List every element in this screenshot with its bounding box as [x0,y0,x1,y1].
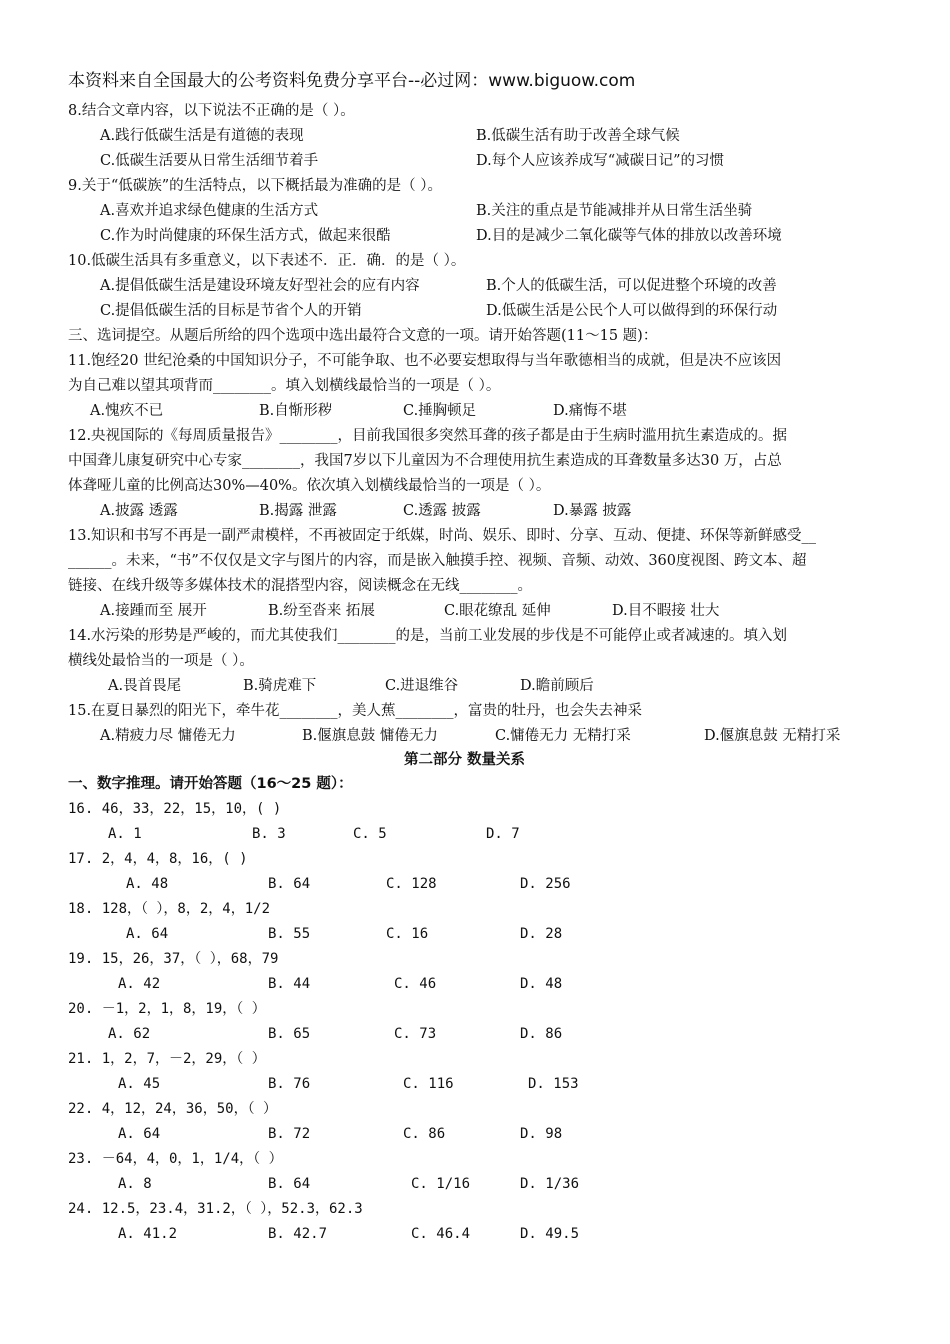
q23-option-b: B. 64 [268,1176,311,1192]
q23-option-a: A. 8 [118,1176,152,1192]
q12-option-d: D.暴露 披露 [553,503,632,519]
q24-option-c: C. 46.4 [411,1226,471,1242]
q8-option-a: A.践行低碳生活是有道德的表现 [100,128,304,144]
q9-option-b: B.关注的重点是节能减排并从日常生活坐骑 [476,203,753,219]
q20-option-c: C. 73 [394,1026,437,1042]
q11-line-1: 11.饱经20 世纪沧桑的中国知识分子，不可能争取、也不必要妄想取得与当年歌德相当的成就，但是决不应该因 [68,353,782,369]
q24-option-d: D. 49.5 [520,1226,580,1242]
q9-option-d: D.目的是减少二氧化碳等气体的排放以改善环境 [476,228,782,244]
q14-line-1: 14.水污染的形势是严峻的，而尤其使我们________的是，当前工业发展的步伐是不可能停止或者减速的。填入划 [68,628,788,644]
q16-option-c: C. 5 [353,826,387,842]
q11-option-b: B.自惭形秽 [259,403,333,419]
q10-option-d: D.低碳生活是公民个人可以做得到的环保行动 [486,303,778,319]
q15-stem: 15.在夏日暴烈的阳光下，牵牛花________，美人蕉________，富贵的牡丹，也会失去神采 [68,703,643,719]
q13-option-c: C.眼花缭乱 延伸 [444,603,551,619]
q18-option-b: B. 55 [268,926,311,942]
source-header: 本资料来自全国最大的公考资料免费分享平台--必过网：www.biguow.com [68,71,636,91]
q12-option-b: B.揭露 泄露 [259,503,337,519]
q20-option-d: D. 86 [520,1026,563,1042]
q22-stem: 22. 4，12，24，36，50，（ ） [68,1101,278,1117]
q13-option-b: B.纷至沓来 拓展 [268,603,375,619]
q11-line-2: 为自己难以望其项背而________。填入划横线最恰当的一项是（ ）。 [68,378,501,394]
q18-option-a: A. 64 [126,926,169,942]
q17-option-b: B. 64 [268,876,311,892]
q8-option-d: D.每个人应该养成写“减碳日记”的习惯 [476,153,725,169]
q17-stem: 17. 2，4，4，8，16，( ) [68,851,248,867]
q17-option-d: D. 256 [520,876,571,892]
q16-option-b: B. 3 [252,826,286,842]
q14-option-a: A.畏首畏尾 [108,678,182,694]
q13-option-a: A.接踵而至 展开 [100,603,207,619]
q24-option-b: B. 42.7 [268,1226,328,1242]
q13-line-2: ______。未来，“书”不仅仅是文字与图片的内容，而是嵌入触摸手控、视频、音频、动效、360度视图、跨文本、超 [68,553,807,569]
q16-stem: 16. 46，33，22，15，10，( ) [68,801,282,817]
q18-stem: 18. 128，（ ），8，2，4，1/2 [68,901,271,917]
q15-option-b: B.偃旗息鼓 慵倦无力 [302,728,438,744]
q12-option-c: C.透露 披露 [403,503,481,519]
q21-option-d: D. 153 [528,1076,579,1092]
q11-option-a: A.愧疚不已 [90,403,164,419]
q21-option-a: A. 45 [118,1076,161,1092]
q19-option-c: C. 46 [394,976,437,992]
q11-option-d: D.痛悔不堪 [553,403,627,419]
q15-option-a: A.精疲力尽 慵倦无力 [100,728,236,744]
q9-option-a: A.喜欢并追求绿色健康的生活方式 [100,203,319,219]
q15-option-d: D.偃旗息鼓 无精打采 [704,728,841,744]
q22-option-d: D. 98 [520,1126,563,1142]
q13-line-1: 13.知识和书写不再是一副严肃模样，不再被固定于纸媒，时尚、娱乐、即时、分享、互动、便捷、环保等新鲜感受__ [68,528,817,544]
q8-stem: 8.结合文章内容，以下说法不正确的是（ ）。 [68,103,355,119]
q12-line-3: 体聋哑儿童的比例高达30%—40%。依次填入划横线最恰当的一项是（ ）。 [68,478,551,494]
q20-option-a: A. 62 [108,1026,151,1042]
q19-option-b: B. 44 [268,976,311,992]
q17-option-a: A. 48 [126,876,169,892]
q12-option-a: A.披露 透露 [100,503,178,519]
q23-stem: 23. －64，4，0，1，1/4，（ ） [68,1151,283,1167]
q18-option-c: C. 16 [386,926,429,942]
q22-option-b: B. 72 [268,1126,311,1142]
q9-option-c: C.作为时尚健康的环保生活方式，做起来很酷 [100,228,391,244]
q10-option-c: C.提倡低碳生活的目标是节省个人的开销 [100,303,362,319]
q13-option-d: D.目不暇接 壮大 [612,603,720,619]
q10-stem: 10.低碳生活具有多重意义，以下表述不．正．确．的是（ ）。 [68,253,466,269]
q14-option-b: B.骑虎难下 [243,678,317,694]
q19-option-a: A. 42 [118,976,161,992]
section-3-heading: 三、选词提空。从题后所给的四个选项中选出最符合文意的一项。请开始答题(11～15 题)： [68,328,658,344]
q14-option-d: D.瞻前顾后 [520,678,594,694]
q20-stem: 20. －1，2，1，8，19，（ ） [68,1001,266,1017]
q15-option-c: C.慵倦无力 无精打采 [495,728,631,744]
q23-option-c: C. 1/16 [411,1176,471,1192]
q23-option-d: D. 1/36 [520,1176,580,1192]
q20-option-b: B. 65 [268,1026,311,1042]
q21-option-b: B. 76 [268,1076,311,1092]
q8-option-b: B.低碳生活有助于改善全球气候 [476,128,680,144]
part-2-heading: 第二部分 数量关系 [404,752,526,768]
q19-stem: 19. 15，26，37，（ ），68，79 [68,951,279,967]
q17-option-c: C. 128 [386,876,437,892]
q13-line-3: 链接、在线升级等多媒体技术的混搭型内容，阅读概念在无线________。 [68,578,532,594]
q16-option-d: D. 7 [486,826,520,842]
q12-line-2: 中国聋儿康复研究中心专家________，我国7岁以下儿童因为不合理使用抗生素造成的耳聋数量多达30 万，占总 [68,453,782,469]
q24-option-a: A. 41.2 [118,1226,178,1242]
q19-option-d: D. 48 [520,976,563,992]
q10-option-b: B.个人的低碳生活，可以促进整个环境的改善 [486,278,777,294]
q22-option-c: C. 86 [403,1126,446,1142]
q9-stem: 9.关于“低碳族”的生活特点，以下概括最为准确的是（ ）。 [68,178,443,194]
number-reasoning-heading: 一、数字推理。请开始答题（16～25 题）： [68,776,353,792]
q14-line-2: 横线处最恰当的一项是（ ）。 [68,653,254,669]
q21-option-c: C. 116 [403,1076,454,1092]
q14-option-c: C.进退维谷 [385,678,459,694]
q12-line-1: 12.央视国际的《每周质量报告》________，目前我国很多突然耳聋的孩子都是由于生病时滥用抗生素造成的。据 [68,428,788,444]
q10-option-a: A.提倡低碳生活是建设环境友好型社会的应有内容 [100,278,420,294]
q21-stem: 21. 1，2，7，－2，29，（ ） [68,1051,266,1067]
q11-option-c: C.捶胸顿足 [403,403,477,419]
q18-option-d: D. 28 [520,926,563,942]
q24-stem: 24. 12.5，23.4，31.2，（ ），52.3，62.3 [68,1201,363,1217]
q22-option-a: A. 64 [118,1126,161,1142]
q8-option-c: C.低碳生活要从日常生活细节着手 [100,153,319,169]
q16-option-a: A. 1 [108,826,142,842]
